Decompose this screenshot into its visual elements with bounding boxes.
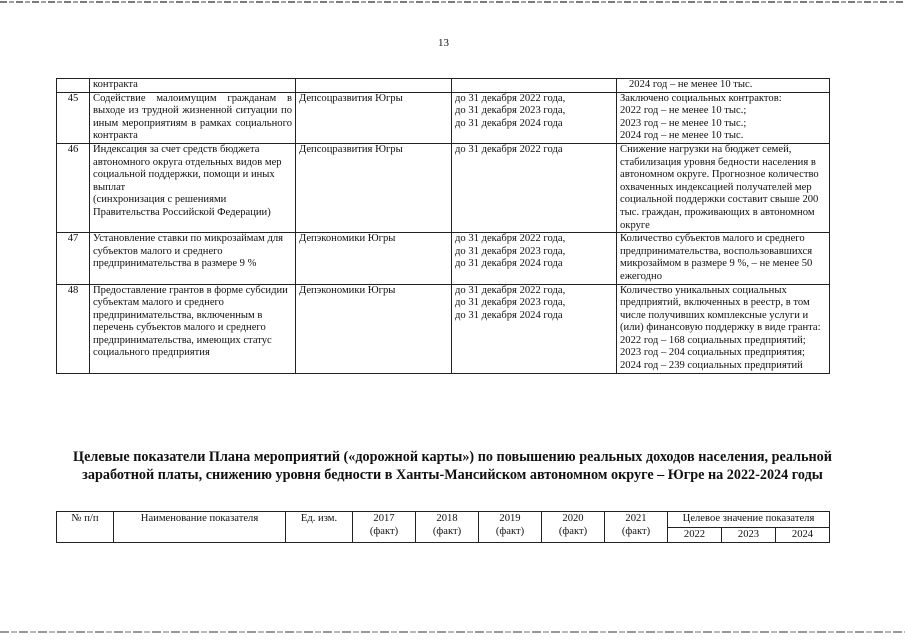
result-cell: 2024 год – не менее 10 тыс.	[617, 79, 830, 93]
result-cell: Заключено социальных контрактов: 2022 год – не менее 10 тыс.; 2023 год – не менее 10 тыс.; 2024 год – не менее 10 тыс.	[617, 92, 830, 143]
deadline-cell: до 31 декабря 2022 года	[452, 143, 617, 232]
row-num-cell: 47	[57, 233, 90, 284]
deadline-cell: до 31 декабря 2022 года, до 31 декабря 2023 года, до 31 декабря 2024 года	[452, 233, 617, 284]
column-header-2018: 2018 (факт)	[416, 512, 479, 543]
deadline-cell: до 31 декабря 2022 года, до 31 декабря 2023 года, до 31 декабря 2024 года	[452, 92, 617, 143]
column-header-num: № п/п	[57, 512, 114, 543]
measure-name-cell: Установление ставки по микрозаймам для субъектов малого и среднего предпринимательства в размере 9 %	[90, 233, 296, 284]
measure-name-cell: контракта	[90, 79, 296, 93]
column-header-2017: 2017 (факт)	[353, 512, 416, 543]
page-number: 13	[438, 37, 449, 49]
executor-cell: Депсоцразвития Югры	[296, 92, 452, 143]
executor-cell: Депэкономики Югры	[296, 284, 452, 373]
column-header-2024: 2024	[776, 527, 830, 543]
scan-bottom-edge	[0, 631, 905, 633]
measure-name-cell: Предоставление грантов в форме субсидии субъектам малого и среднего предпринимательства, включенным в перечень субъектов малого и среднего предпринимательства, имеющих статус социального предприятия	[90, 284, 296, 373]
table-row	[57, 79, 830, 93]
column-header-2021: 2021 (факт)	[605, 512, 668, 543]
scan-top-edge	[0, 1, 905, 3]
measure-name-cell: Индексация за счет средств бюджета автономного округа отдельных видов мер социальной поддержки, помощи и иных выплат (синхронизация с решениями Правительства Российской Федерации)	[90, 143, 296, 232]
section-heading: Целевые показатели Плана мероприятий («дорожной карты») по повышению реальных доходов населения, реальной заработной платы, снижению уровня бедности в Ханты-Мансийском автономном округе – Югре на 2022-2024 годы	[73, 449, 832, 483]
column-header-2023: 2023	[722, 527, 776, 543]
column-header-2022: 2022	[668, 527, 722, 543]
row-num-cell	[57, 79, 90, 93]
measures-table	[56, 78, 830, 374]
executor-cell	[296, 79, 452, 93]
row-num-cell: 46	[57, 143, 90, 232]
result-cell: Количество уникальных социальных предприятий, включенных в реестр, в том числе получивших комплексные услуги и (или) финансовую поддержку в виде гранта: 2022 год – 168 социальных предприятий; 2023 год – 204 социальных предприятия; 2024 год – 239 социальных предприятий	[617, 284, 830, 373]
table-row	[57, 233, 830, 284]
indicators-table	[56, 511, 830, 543]
table-row	[57, 284, 830, 373]
result-cell: Количество субъектов малого и среднего предпринимательства, воспользовавшихся микрозаймом в размере 9 %, – не менее 50 ежегодно	[617, 233, 830, 284]
column-header-2020: 2020 (факт)	[542, 512, 605, 543]
measure-name-cell: Содействие малоимущим гражданам в выходе из трудной жизненной ситуации по иным мероприятиям в рамках социального контракта	[90, 92, 296, 143]
row-num-cell: 48	[57, 284, 90, 373]
deadline-cell: до 31 декабря 2022 года, до 31 декабря 2023 года, до 31 декабря 2024 года	[452, 284, 617, 373]
row-num-cell: 45	[57, 92, 90, 143]
executor-cell: Депэкономики Югры	[296, 233, 452, 284]
executor-cell: Депсоцразвития Югры	[296, 143, 452, 232]
column-header-2019: 2019 (факт)	[479, 512, 542, 543]
deadline-cell	[452, 79, 617, 93]
table-row	[57, 143, 830, 232]
column-header-name: Наименование показателя	[114, 512, 286, 543]
table-row	[57, 92, 830, 143]
column-header-unit: Ед. изм.	[286, 512, 353, 543]
indicators-header-row	[57, 512, 830, 528]
result-cell: Снижение нагрузки на бюджет семей, стабилизация уровня бедности населения в автономном округе. Прогнозное количество охваченных индексацией получателей мер социальной поддержки составит свыше 200 тыс. граждан, проживающих в автономном округе	[617, 143, 830, 232]
column-header-target: Целевое значение показателя	[668, 512, 830, 528]
